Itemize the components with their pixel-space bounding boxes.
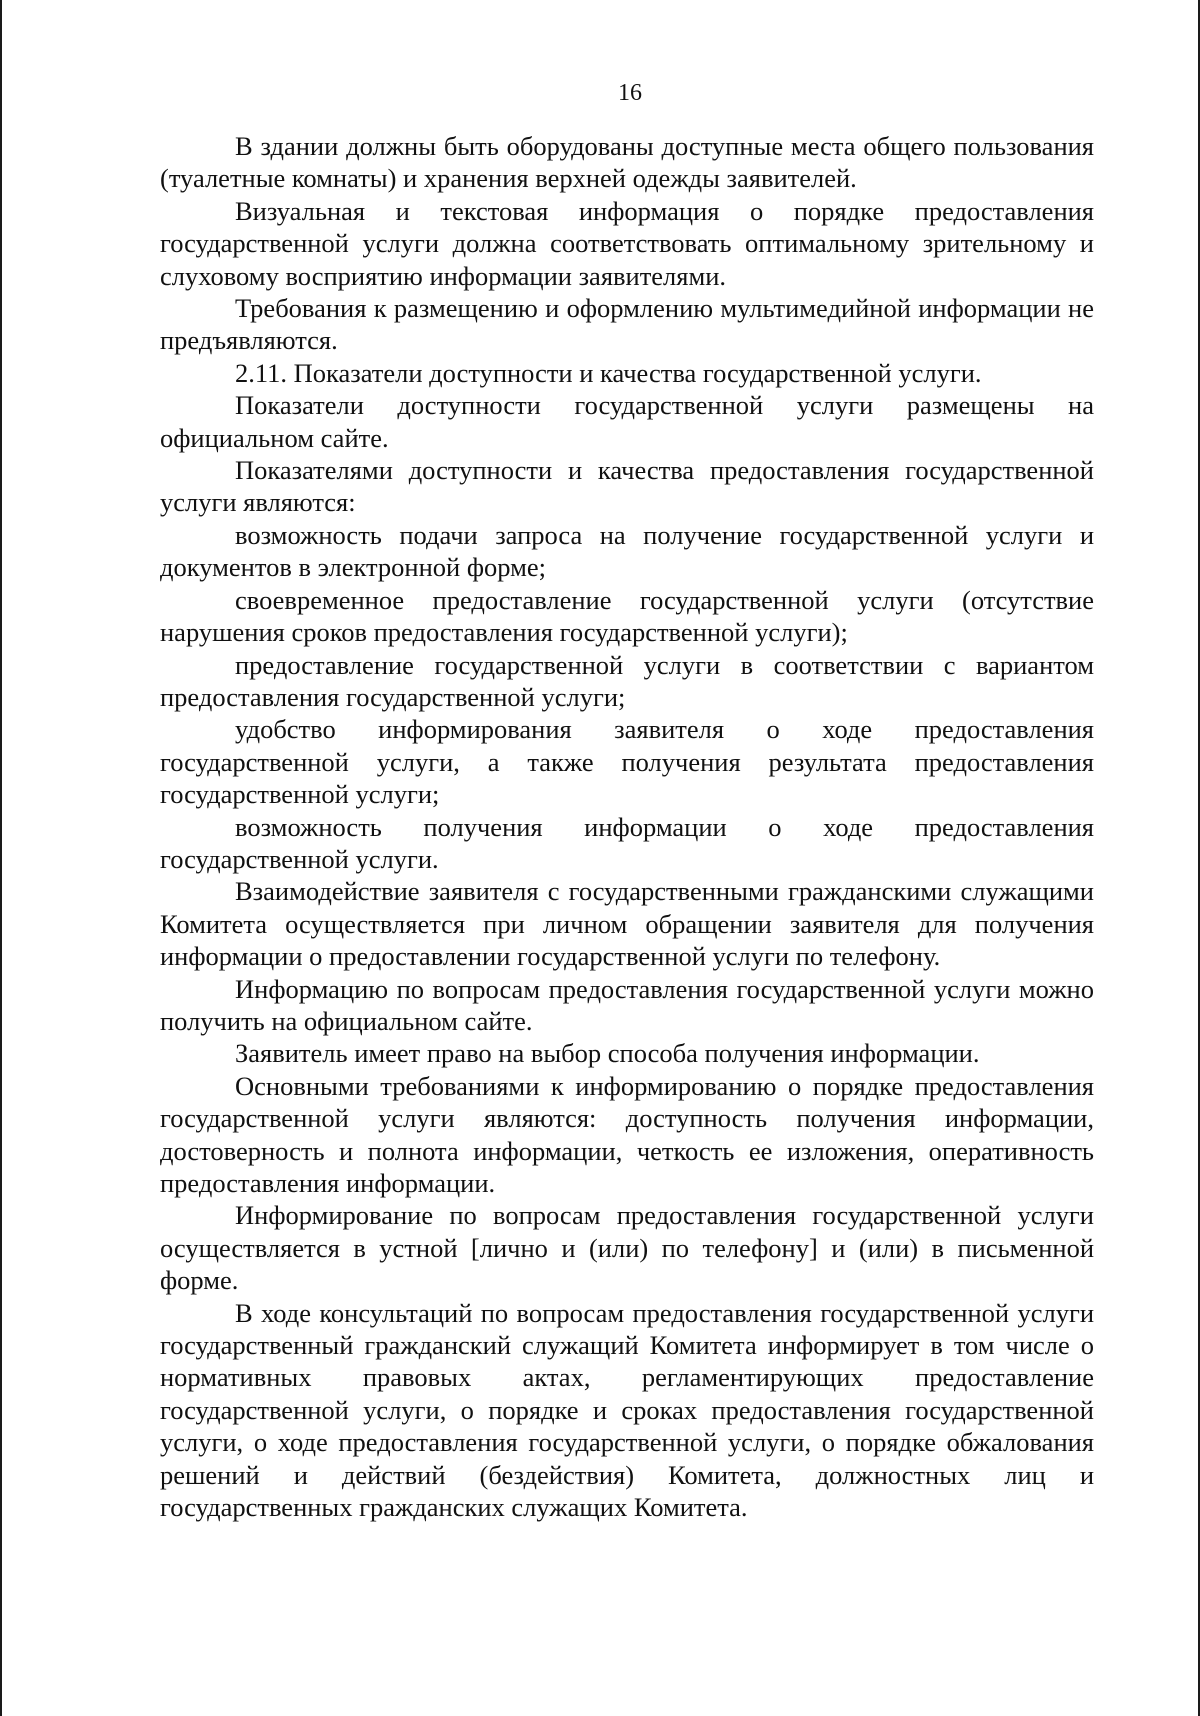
paragraph: Информацию по вопросам предоставления государственной услуги можно получить на официальном сайте.: [160, 973, 1094, 1036]
list-item: предоставление государственной услуги в соответствии с вариантом предоставления государственной услуги;: [160, 649, 1094, 712]
paragraph: Основными требованиями к информированию о порядке предоставления государственной услуги являются: доступность получения информации, достоверность и полнота информации, четкость ее изложения, оперативность предоставления информации.: [160, 1070, 1094, 1198]
section-heading: 2.11. Показатели доступности и качества государственной услуги.: [235, 357, 982, 388]
paragraph: Требования к размещению и оформлению мультимедийной информации не предъявляются.: [160, 293, 1094, 356]
list-item: своевременное предоставление государственной услуги (отсутствие нарушения сроков предоставления государственной услуги);: [160, 584, 1094, 648]
paragraph: Визуальная и текстовая информация о порядке предоставления государственной услуги должна соответствовать оптимальному зрительному и слуховому восприятию информации заявителями.: [160, 195, 1094, 291]
paragraph: Показатели доступности государственной услуги размещены на официальном сайте.: [160, 390, 1094, 453]
list-item: удобство информирования заявителя о ходе предоставления государственной услуги, а также получения результата предоставления государственной услуги;: [160, 714, 1094, 810]
paragraph: В здании должны быть оборудованы доступные места общего пользования (туалетные комнаты) и хранения верхней одежды заявителей.: [160, 131, 1094, 194]
list-item: возможность подачи запроса на получение государственной услуги и документов в электронной форме;: [160, 519, 1094, 583]
paragraph: Информирование по вопросам предоставления государственной услуги осуществляется в устной [лично и (или) по телефону] и (или) в письменной форме.: [160, 1200, 1094, 1296]
scan-border-left: [0, 0, 2, 1716]
paragraph: Взаимодействие заявителя с государственными гражданскими служащими Комитета осуществляется при личном обращении заявителя для получения информации о предоставлении государственной услуги по телефону.: [160, 876, 1094, 972]
paragraph: Заявитель имеет право на выбор способа получения информации.: [235, 1038, 980, 1069]
page-number: 16: [618, 80, 642, 106]
document-body: [160, 130, 1094, 1523]
list-item: возможность получения информации о ходе предоставления государственной услуги.: [160, 811, 1094, 874]
paragraph: В ходе консультаций по вопросам предоставления государственной услуги государственный гражданский служащий Комитета информирует в том числе о нормативных правовых актах, регламентирующих предоставление государственной услуги, о порядке и сроках предоставления государственной услуги, о ходе предоставления государственной услуги, о порядке обжалования решений и действий (бездействия) Комитета, должностных лиц и государственных гражданских служащих Комитета.: [160, 1297, 1094, 1523]
paragraph: Показателями доступности и качества предоставления государственной услуги являются:: [160, 455, 1094, 518]
